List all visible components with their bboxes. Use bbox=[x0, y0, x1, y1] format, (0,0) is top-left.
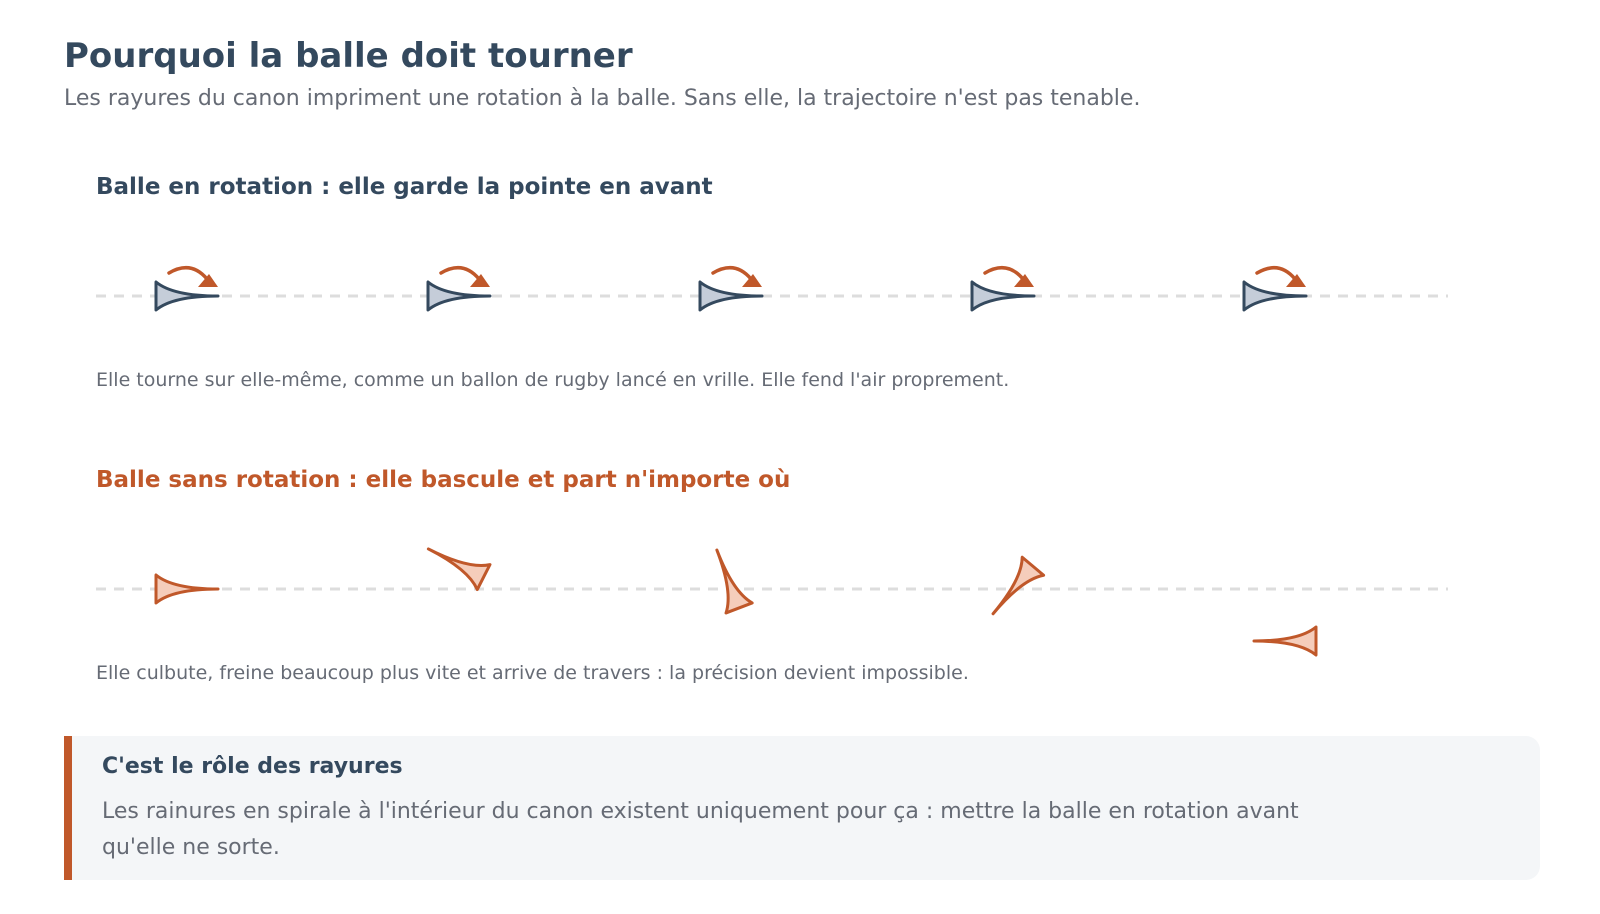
tumbling-bullet bbox=[1254, 627, 1316, 655]
rotation-arrow-icon bbox=[713, 268, 762, 287]
rotation-arrow-icon bbox=[169, 268, 218, 287]
spin-trajectory-diagram bbox=[0, 211, 1600, 381]
rotation-arrow-icon bbox=[1257, 268, 1306, 287]
page-title: Pourquoi la balle doit tourner bbox=[64, 36, 633, 76]
rifling-callout bbox=[64, 736, 1540, 880]
callout-text: Les rainures en spirale à l'intérieur du canon existent uniquement pour ça : mettre la balle en rotation avant qu'elle ne sorte. bbox=[102, 799, 1299, 860]
tumbling-bullet bbox=[422, 536, 490, 589]
nospin-section-caption: Elle culbute, freine beaucoup plus vite et arrive de travers : la précision devient impossible. bbox=[96, 662, 969, 684]
nospin-trajectory-diagram bbox=[0, 506, 1600, 676]
spin-section-heading: Balle en rotation : elle garde la pointe en avant bbox=[96, 174, 713, 200]
callout-title: C'est le rôle des rayures bbox=[102, 754, 403, 779]
tumbling-bullet bbox=[704, 545, 752, 613]
rotation-arrow-icon bbox=[441, 268, 490, 287]
page-subtitle: Les rayures du canon impriment une rotation à la balle. Sans elle, la trajectoire n'est pas tenable. bbox=[64, 86, 1141, 111]
tumbling-bullet bbox=[156, 575, 218, 603]
spin-section-caption: Elle tourne sur elle-même, comme un ballon de rugby lancé en vrille. Elle fend l'air proprement. bbox=[96, 369, 1010, 391]
rotation-arrow-icon bbox=[985, 268, 1034, 287]
nospin-section-heading: Balle sans rotation : elle bascule et part n'importe où bbox=[96, 467, 791, 493]
